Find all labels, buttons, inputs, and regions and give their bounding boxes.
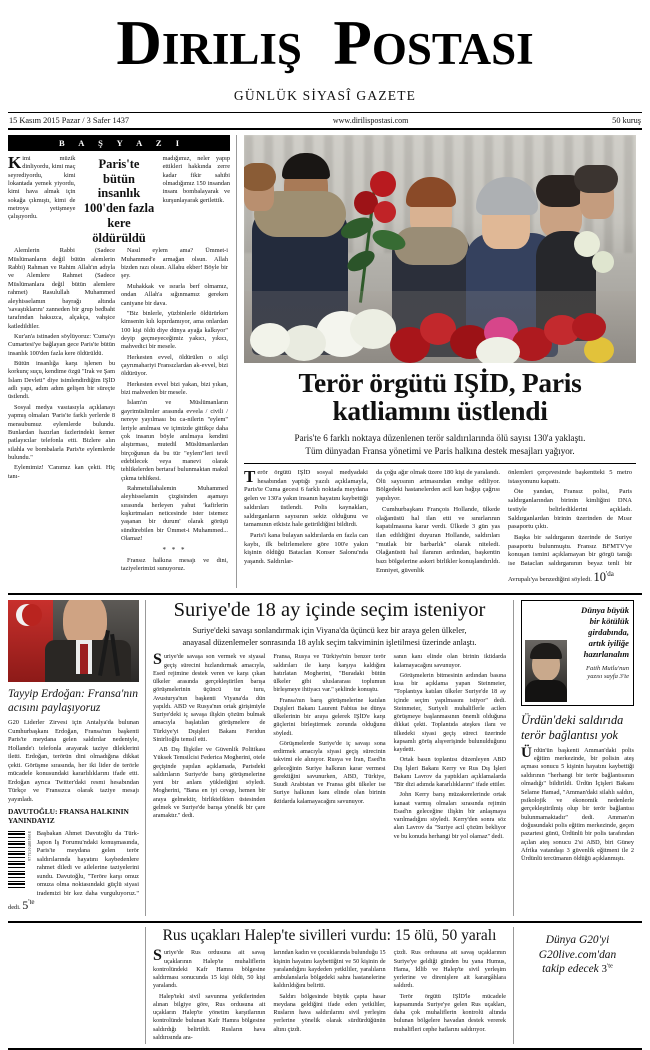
erdogan-kicker[interactable]: Tayyip Erdoğan: Fransa'nın acısını paylaşıyoruz	[8, 687, 139, 714]
lead-body-col-3	[508, 469, 632, 588]
portrait-hair	[530, 643, 562, 659]
davutoglu-body	[8, 830, 139, 914]
syria-subhead	[153, 625, 506, 648]
g20-promo-column	[514, 927, 634, 1044]
russia-para: Terör örgütü IŞİD'le mücadele kapsamında Suriye'ye gelen Rus uçakları, daha çok muhaliflerin kontrolü altında bulunan bölgelere havadan destek vererek muhalifleri cephe hatlarını saldırıyor.	[393, 992, 506, 1033]
lead-story-divider	[244, 463, 636, 464]
lead-body-col-2	[376, 469, 500, 588]
lead-body-para	[508, 534, 632, 586]
lead-body-para: Cumhurbaşkanı François Hollande, ülkede olağanüstü hal ilan etti ve sınırlarının kapatılmasına karar verdi. Ülkede 3 gün yas ilan edildiğini duyuran Hollande, saldırıları "mutlak bir barbarlık" olarak niteledi. Olağanüstü hal ilanının ardından, başkentin bazı bölgelerine askeri birlikler konuşlandırıldı. Emniyet, güvenlik	[376, 505, 501, 574]
lead-body-para: Öte yandan, Fransız polisi, Paris saldırganlarından birinin kimliğini DNA testiyle belirlediklerini açıkladı. Saldırganlardan birinin üzerinden de Mısır pasaportu çıktı.	[508, 488, 632, 531]
masthead-subtitle: GÜNLÜK SİYASÎ GAZETE	[233, 87, 417, 103]
syria-para: Görüşmelerde Suriye'de iç savaşı sona erdirmek amacıyla siyasi geçiş sürecinin takvimi ele alınıyor. Rusya ve İran, Esed'in geleceğinin Suriye halkının karar vermesi gerektiğini savunurken, ABD, Türkiye, Suudi Arabistan ve Fransa gibi ülkeler ise Suriye halkının kanı elinde olan birinin iktidarda kalamayacağını savunuyor.	[273, 739, 386, 805]
top-band	[8, 135, 642, 588]
photo-person-hair	[244, 163, 276, 191]
columnist-quote-box[interactable]	[521, 600, 634, 706]
lead-story-headline[interactable]: Terör örgütü IŞİD, Paris katliamını üstlendi	[298, 366, 582, 427]
portrait-shoulders	[525, 680, 567, 702]
bottom-left-spacer	[8, 927, 146, 1044]
davutoglu-para-text: Başbakan Ahmet Davutoğlu da Türk-Japon İş Forumu'ndaki konuşmasında, Paris'te meydana gelen terör saldırılarında hayatını kaybedenlere rahmet diledi ve ailelerine taziyelerini sundu. Davutoğlu, "Teröre karşı omuz omuza olma noktasındaki güçlü siyasi irademizi bir kez daha vurguluyoruz." dedi.	[8, 830, 139, 912]
editorial-para: Sosyal medya vasıtasıyla açıklanayı yapmış olmaları 'Paris'te farklı yerlerde 8 mensubumuz eylemlerde bulundu. Bunlardan hazırlan fazlerindeki kemer patlayıcılar telefonla etti. Bizlere alın silahla ve bombalarla Paris'te eylemlerde bulundu."	[8, 403, 115, 461]
erdogan-para: G20 Liderler Zirvesi için Antalya'da bulunan Cumhurbaşkanı Erdoğan, Fransa'nın başkenti Paris'te meydana gelen saldırılar nedeniyle, Hollande'ı telefonla arayarak taziye dileklerini iletti. Erdoğan, terörün dini olmadığına dikkat çekti. Görüşme sırasında, her iki lider de terörle mücadele konusundaki kararlılıklarını ifade etti. Erdoğan ayrıca Twitter'daki resmi hesabından Türkçe ve Fransızca olarak taziye mesajı yayınladı.	[8, 719, 139, 803]
bottom-band	[8, 927, 642, 1044]
lead-page-number: 10	[593, 569, 607, 584]
lead-story-photo	[244, 135, 636, 363]
jordan-body	[521, 744, 634, 864]
syria-body-col-1	[153, 653, 265, 843]
syria-body	[153, 653, 506, 843]
russia-story-column	[146, 927, 514, 1044]
g20-line-1: Dünya G20'yi	[545, 934, 610, 947]
byline-line-2: yazısı sayfa 3'te	[587, 673, 629, 681]
lead-body-para: Paris'i kana bulayan saldırılarda en fazla can kaybı, ilk belirlemelere göre 100'e yakın kişinin öldüğü Bataclan Konser Salonu'nda yaşandı. Saldırılar-	[244, 531, 368, 566]
editorial-para: Muhakkak ve ısrarla berf olmamız, ondan Allah'a sığınmamız gereken caniyane bir dava.	[121, 282, 228, 307]
syria-body-col-2	[273, 653, 385, 843]
syria-subhead-line-1: Suriye'deki savaşı sonlandırmak için Viyana'da üçüncü kez bir araya gelen ülkeler,	[192, 626, 467, 636]
editorial-para: Herkesten evvel bizi yakan, bizi yıkan, bizi mahveden bir mesele.	[121, 380, 228, 397]
masthead	[8, 6, 642, 130]
lead-story-body	[244, 466, 636, 588]
photo-person-fur-collar	[394, 227, 468, 265]
russia-body	[153, 949, 506, 1044]
g20-line-3: takip edecek	[542, 962, 599, 975]
russia-para: Halep'teki sivil savunma yetkilerinden alınan bilgiye göre, Rus ordusuna ait uçakların Halep'te yönetim karşıtlarının kontrolünde bulunan Kafr Hamra bölgesine saldırdığı belirtildi. Rusların hava saldırısında ara-	[153, 992, 266, 1041]
lead-body-para: da çoğu ağır olmak üzere 180 kişi de yaralandı. Ölü sayısının artmasından endişe ediliyor. Bölgedeki hastanelerden acil kan bağışı çağrısı yapılıyor.	[376, 468, 500, 503]
editorial-bottom-row	[8, 247, 230, 575]
syria-story-column	[146, 600, 514, 916]
photo-red-rose	[572, 313, 606, 341]
editorial-para: Kimi müzik dinliyordu, kimi maç seyrediyordu, kimi lokantada yemek yiyordu, kimi hava almak için sokağa çıkmıştı, kimi de metroya yetişmeye çalışıyordu.	[8, 152, 76, 221]
g20-line-3-wrap	[521, 962, 634, 977]
editorial-para: Nasıl eylem ama? Ümmet-i Muhammed'e armağan olsun. Allah bizden razı olsun. Allahu ekber! Böyle bir şey.	[121, 247, 228, 280]
lead-page-reference[interactable]	[594, 570, 614, 584]
syria-body-col-3	[394, 653, 506, 843]
davutoglu-subheading: DAVUTOĞLU: FRANSA HALKININ YANINDAYIZ	[8, 807, 129, 826]
editorial-col-1b	[8, 247, 115, 575]
price-label: 50 kuruş	[612, 115, 641, 125]
syria-subhead-line-2: anayasal düzenlemeler sonrasında 18 aylık seçim takviminin işletilmesi üzerinde anlaştı.	[182, 637, 477, 647]
russia-headline[interactable]: Rus uçakları Halep'te sivilleri vurdu: 15 ölü, 50 yaralı	[162, 927, 497, 945]
title-d: D	[116, 8, 162, 78]
photo-red-rose	[374, 201, 396, 223]
title-rest2: OSTASI	[371, 24, 534, 74]
lead-story-subhead	[244, 432, 636, 458]
photo-white-chrysanthemum	[250, 323, 290, 357]
quote-line: Dünya büyük	[581, 604, 629, 615]
columnist-portrait	[525, 640, 567, 702]
lead-body-para: önlemleri çerçevesinde başkentteki 5 metro istasyonunu kapattı.	[508, 468, 632, 485]
lead-body-para-text: Başka bir saldırganın üzerinde de Suriye pasaportu bulunmuştu. Fransız BFMTV'ye konuşan ismini açıklamayan bir görgü tanığı ise Bataclan saldırganının beyaz tenli bir Avrupalı'ya benzediğini söyledi.	[508, 533, 632, 583]
publication-date: 15 Kasım 2015 Pazar / 3 Safer 1437	[9, 115, 130, 125]
barcode-bars	[8, 831, 25, 891]
editorial-col-2b	[121, 247, 228, 575]
barcode-number: 9771304885008	[28, 831, 32, 861]
editorial-column	[8, 135, 237, 588]
editorial-col-1	[8, 152, 76, 246]
g20-page-reference[interactable]	[602, 963, 613, 975]
g20-page-number: 3	[601, 962, 608, 975]
basyazi-banner: B A Ş Y A Z I	[8, 135, 230, 151]
lead-body-para: Terör örgütü IŞİD sosyal medyadaki hesabından yaptığı yazılı açıklamayla, Paris'te Cuma gecesi 6 farklı noktada meydana gelen ve 130'a yakın insanın hayatını kaybettiği saldırıları üstlendi. Polis kaynakları, saldırganların sayısının sekiz olduğunu ve tamamının etkisiz hale getirildiğini bildirdi.	[244, 466, 368, 529]
editorial-para: Herkesten evvel, öldürülen o silçi çayrımahariyi Fransızlardan ak-evvel, bizi öldürüyor.	[121, 353, 228, 378]
editorial-top-row	[8, 152, 230, 246]
editorial-para: Fransız halkına mesajı ve dini, taziyelerimizi sunuyoruz.	[121, 556, 228, 573]
quote-line: bir kötülük	[589, 615, 629, 626]
erdogan-page-number: 5	[22, 898, 29, 913]
editorial-para: Bütün insanlığa karşı işlenen bu korkunç suçu, kendime özgü "Irak ve Şam İslam Devleti" diye isimlendirdiğim IŞİD adlı yapı, adım adım gelişen bir süreçte üstlendi.	[8, 360, 115, 401]
russia-body-col-2	[273, 949, 385, 1044]
byline-line-1: Fatih Mutlu'nun	[586, 664, 629, 672]
section-divider-1	[8, 593, 642, 595]
russia-body-col-1	[153, 949, 265, 1044]
photo-red-rose	[370, 171, 396, 197]
jordan-para: Ürdün'ün başkenti Amman'daki polis eğitim merkezinde, bir polisin ateş açması sonucu 5 kişinin hayatını kaybettiği saldırının "herhangi bir terör bağlantısının olmadığı" bildirildi. Ürdün İçişleri Bakanı Selame Hamad, "Amman'daki silahlı saldırı, psikolojik ve ekonomik nedenlerle gerçekleştirilmiş olup bir terör bağlantısı bulunmamaktadır" dedi. Amman'ın doğusundaki polis eğitim merkezinde, geçen pazartesi günü, Ürdünlü bir polis tarafından açılan ateş sonucu 2'si ABD, biri Güney Afrika vatandaşı 3 güvenlik eğitmeni ile 2 Ürdünlü tercümanın öldüğü açıklanmıştı.	[521, 744, 634, 863]
lead-story-column	[237, 135, 636, 588]
masthead-divider-thick	[8, 128, 642, 130]
syria-headline[interactable]: Suriye'de 18 ay içinde seçim isteniyor	[173, 598, 486, 621]
photo-flag-crescent-cut	[22, 604, 42, 626]
editorial-para: Kur'an'a istinaden söylüyoruz: 'Cuma'yı Cumartesi'ye bağlayan gece Paris'te bütün insanlık 100'den fazla kere öldürüldü.	[8, 332, 115, 357]
editorial-para: Alemlerin Rabbi (Sadece Müslümanların değil bütün alemlerin Rabbi) Rahman ve Rahim Allah'ın adıyla ve Alemlere Rahmet (Sadece Müslümanlara değil bütün alemlere rahmet) Rasulullah Muhammed aleyhisselamın bayrağı altında 'savaştıklarını' zanneden bir grup bedbaht tarafından haksızca, alçakça, vahşice katledildiler.	[8, 247, 115, 330]
middle-band	[8, 600, 642, 916]
quote-line: artık iyiliğe	[588, 638, 629, 649]
editorial-col-3	[163, 155, 230, 246]
photo-person-hair	[574, 165, 618, 193]
lead-body-col-1	[244, 466, 368, 588]
russia-para: Suriye'de Rus ordusuna ait savaş uçaklarının Halep'te muhaliflerin kontrolündeki Kafr Hamra bölgesine saldırması sonucunda 15 kişi öldü, 50 kişi yaralandı.	[153, 947, 266, 990]
g20-line-2: G20live.com'dan	[538, 948, 617, 961]
section-divider-2	[8, 921, 642, 923]
photo-white-chrysanthemum	[476, 337, 520, 363]
barcode	[8, 831, 33, 891]
editorial-headline: Paris'te bütün insanlık 100'den fazla kere öldürüldü	[83, 156, 155, 245]
syria-para: Fransa, Rusya ve Türkiye'nin benzer terör saldırıları ile karşı karşıya kaldığını hatırlatan Mogherini, "Buradaki bütün ülkeler gibi uluslararası toplumun birleşmeye ihtiyacı var." şeklinde konuştu.	[273, 653, 386, 694]
lead-page-suffix: 'da	[606, 569, 614, 578]
photo-white-rose	[592, 251, 614, 273]
title-rest1: IRILIŞ	[161, 24, 302, 74]
editorial-para: Rahmetullahalemin Muhammed aleyhisselamin çizgisinden aşamayı sırasında herleyen yahut 'kafirlerin kışkırtmaları neticesinde ister istemez yaşanan bir durum' olarak görüşü sündürebilen bir Ümmet-i Muhammed... Olamaz!	[121, 485, 228, 543]
syria-para: Suriye'de savaşa son vermek ve siyasal geçiş sürecini hızlandırmak amacıyla, Esed rejimine destek veren ve karşı çıkan ülkeler arasında gerçekleştirilen barışa görüşmelerinin üçüncü tur turu, Avusturya'nın başkenti Viyana'da dün yapıldı. ABD ve Rusya'nın ortak girişimiyle Suriye'deki iç savaşa ilişkin çözüm bulmak amacıyla başlatılan görüşmelere de Türkiye'yi Dışişleri Bakanı Feridun Sinirlioğlu temsil etti.	[153, 651, 266, 743]
erdogan-page-suffix: 'te	[28, 898, 35, 907]
syria-para: John Kerry barış müzakerelerinde ortak kanaat varmış olmaları sırasında rejimin Esad'ın geleceğine ilişkin bir anlaşmaya varılmadığını söyledi. Kerry'den sonra söz alan Lavrov da "Suriye acil çözüm bekliyor ve bu konuda herhangi bir yol olamaz" dedi.	[393, 791, 506, 840]
editorial-para: "Biz binlerle, yüzbinlerle öldürürken kimsenin kılı kıpırdamıyor, ama onlardan 100 kişi öldü diye dünya ayağa kalkıyor" deyip geçmeyeceğimiz yakıcı, yıkıcı, mahvedici bir mesele.	[121, 309, 228, 351]
editorial-para: madığımız, neler yapıp ettikleri hakkında zerre kadar fikir sahibi olmadığımız 150 insandan insanı bombalayarak ve kurşunlayarak gerilettik.	[162, 154, 230, 204]
newspaper-title	[8, 8, 642, 78]
erdogan-body	[8, 719, 139, 804]
syria-para: Fransa'nın barış görüşmelerine katılan Dışişleri Bakanı Laurent Fabius ise dünya ülkelerinin bir araya gelerek IŞİD'e karşı güçlerini birleştirmek zorunda olduğunu söyledi.	[273, 696, 386, 737]
russia-para: çizdi. Rus ordusuna ait savaş uçaklarının Suriye'ye geldiği günden bu yana Humus, Hama, İdlib ve Halep'te sivil yerleşim yerlerine ve direnişlere ait karargâhlara saldırdı.	[393, 949, 506, 990]
syria-para: Görüşmelerin bitmesinin ardından basına kısa bir açıklama yapan Steinmeier, "Toplantıya katılan ülkeler Suriye'de 18 ay içinde seçim yapılmasını istiyor" dedi. Steinmeier, Suriyeli muhaliflerle acilen görüşmeye başlanmasının önemli olduğuna dikkat çekti. Toplantıda ateşkes ilanı ve ülkedeki siyasi geçiş süreci üzerinde kapsamlı görüş alışverişinde bulunulduğunu kaydetti.	[393, 671, 506, 754]
lead-subhead-line-1: Paris'te 6 farklı noktaya düzenlenen terör saldırılarında ölü sayısı 130'a yaklaştı.	[294, 433, 586, 444]
jordan-headline[interactable]: Ürdün'deki saldırıda terör bağlantısı yok	[521, 712, 624, 742]
masthead-info-bar	[8, 113, 642, 128]
editorial-separator: * * *	[162, 545, 187, 554]
website-url[interactable]: www.dirilispostasi.com	[332, 115, 409, 125]
editorial-para: İslam'ın ve Müslümanların gayrimüslimler arasında evvela / civili / nereye yayılması bu ca-nilerin "eylem" leriyle anılması ve içimizde gittikçe daha çok insanın böyle anılmaya kendini alıştırması, mutedil Müslümanlardan birçoğunun da bu tür "eylem"leri tevil edebilecek veya manevi olarak tehlikelerden bertaraf bulunmaktan makul çıkma tehlikesi.	[121, 399, 228, 482]
russia-para: larından kadın ve çocuklarında bulunduğu 15 kişinin hayatını kaybettiğini ve 50 kişinin de yaralandığını kaydeden yetkililer, yaralıların ambulanslarla bölgedeki sahra hastanelerine kaldırıldığını belirtti.	[273, 949, 386, 990]
quote-line: girdabında,	[588, 627, 629, 638]
syria-para: sanın kanı elinde olan birinin iktidarda kalamayacağını savunuyor.	[393, 653, 506, 669]
russia-para: Saldırı bölgesinde büyük çapta hasar meydana geldiğini ifade eden yetkililer, Rusların hava saldırılarını sivil yerleşim yerlerine yönelik olarak sürdürdüğünün altını çizdi.	[273, 992, 386, 1033]
lead-subhead-line-2: Tüm dünyadan Fransa yönetimi ve Paris halkına destek mesajları yağıyor.	[305, 445, 575, 456]
russia-body-col-3	[394, 949, 506, 1044]
erdogan-photo	[8, 600, 139, 682]
g20-page-suffix: 'te	[607, 962, 613, 970]
title-p: P	[333, 8, 372, 78]
erdogan-page-reference[interactable]	[22, 898, 34, 912]
quote-line: hazırlanalım	[583, 649, 629, 660]
right-sidebar-column	[514, 600, 634, 916]
syria-para: AB Dış İlişkiler ve Güvenlik Politikası Yüksek Temsilcisi Federica Mogherini, otele geçişinde yapılan açıklamada, Parisdeki saldırıların Suriye'de barış görüşmelerine yeni bir anlam yüklediğini söyledi. Mogherini, "Bana en iyi cevap, hemen bir araya gelmektir, birliktelikten üstesinden gelmek ve Suriye'de barışa yönelik bir çare aramaktır." dedi.	[153, 746, 266, 820]
g20-promo-box[interactable]	[521, 933, 634, 977]
editorial-para: Eylemimiz! 'Canımız kan çekti. Hiç tanı-	[8, 464, 115, 480]
erdogan-story-column	[8, 600, 146, 916]
syria-para: Ortak basın toplantısı düzenleyen ABD Dış İşleri Bakanı Kerry ve Rus Dış İşleri Bakanı Lavrov da yaptıkları açıklamalarda "Bir dizi adımda kararlılıklarını" ifade ettiler.	[393, 756, 506, 789]
photo-erdogan-tie	[80, 644, 88, 674]
